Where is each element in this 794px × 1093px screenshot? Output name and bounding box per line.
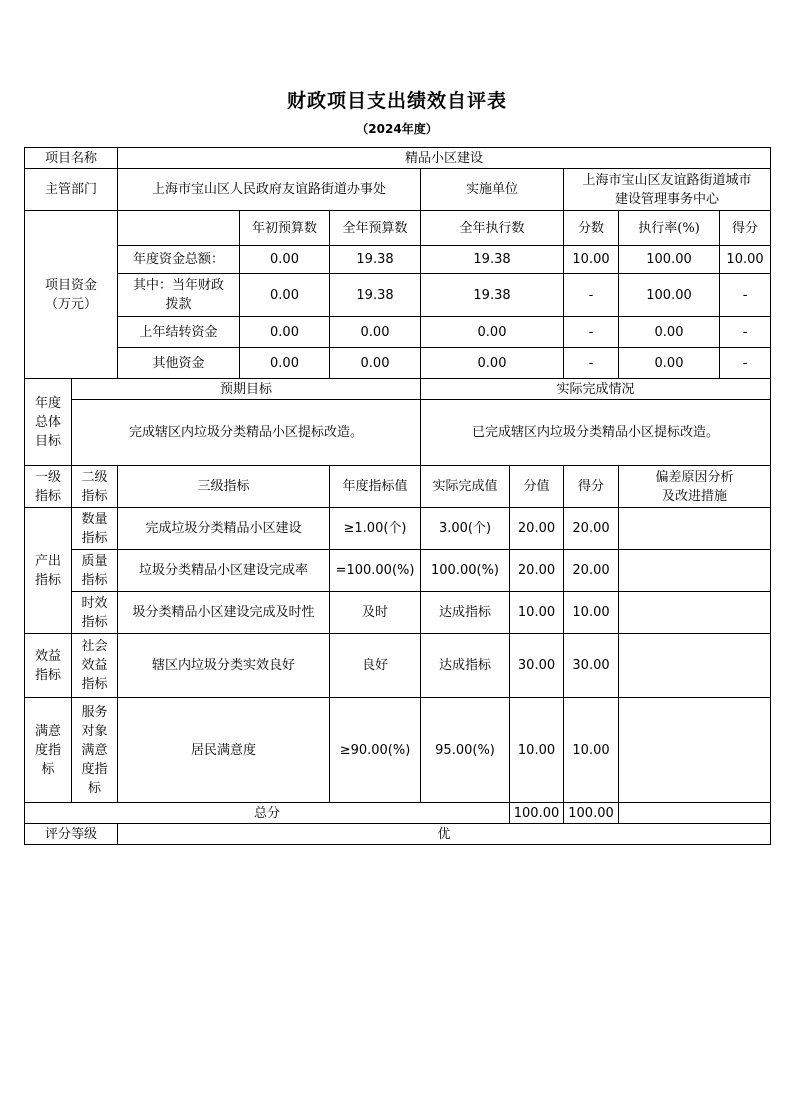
funds-cell: 100.00 bbox=[619, 246, 720, 274]
funds-cell: 10.00 bbox=[564, 246, 619, 274]
indicator-row bbox=[25, 550, 771, 592]
actual-goal-text: 已完成辖区内垃圾分类精品小区提标改造。 bbox=[421, 400, 771, 466]
deviation-header: 偏差原因分析 及改进措施 bbox=[619, 466, 771, 508]
funds-cell: - bbox=[720, 317, 771, 348]
score-cell: 10.00 bbox=[564, 592, 619, 634]
actual-cell: 95.00(%) bbox=[421, 698, 510, 803]
funds-header-exec-rate: 执行率(%) bbox=[619, 211, 720, 246]
funds-cell: 0.00 bbox=[330, 348, 421, 379]
rating-label: 评分等级 bbox=[25, 824, 118, 845]
goals-header-row bbox=[25, 379, 771, 400]
funds-header-initial-budget: 年初预算数 bbox=[240, 211, 330, 246]
funds-cell: 0.00 bbox=[619, 348, 720, 379]
funds-cell: 0.00 bbox=[619, 317, 720, 348]
benefit-group-label: 效益 指标 bbox=[25, 634, 72, 698]
funds-cell: 0.00 bbox=[421, 317, 564, 348]
funds-header-blank bbox=[118, 211, 240, 246]
level2-cell: 质量 指标 bbox=[72, 550, 118, 592]
funds-cell: 0.00 bbox=[421, 348, 564, 379]
project-name-label: 项目名称 bbox=[25, 148, 118, 169]
funds-header-executed: 全年执行数 bbox=[421, 211, 564, 246]
score-cell: 30.00 bbox=[564, 634, 619, 698]
total-label: 总分 bbox=[25, 803, 510, 824]
funds-cell: - bbox=[720, 274, 771, 317]
deviation-cell bbox=[619, 508, 771, 550]
funds-cell: - bbox=[564, 274, 619, 317]
level3-cell: 居民满意度 bbox=[118, 698, 330, 803]
funds-header-annual-budget: 全年预算数 bbox=[330, 211, 421, 246]
project-name-row bbox=[25, 148, 771, 169]
funds-cell: - bbox=[720, 348, 771, 379]
funds-header-score: 得分 bbox=[720, 211, 771, 246]
target-cell: =100.00(%) bbox=[330, 550, 421, 592]
funds-row bbox=[25, 348, 771, 379]
level2-header: 二级 指标 bbox=[72, 466, 118, 508]
level3-cell: 辖区内垃圾分类实效良好 bbox=[118, 634, 330, 698]
funds-cell: - bbox=[564, 317, 619, 348]
funds-cell: 19.38 bbox=[421, 246, 564, 274]
rating-value: 优 bbox=[118, 824, 771, 845]
funds-row bbox=[25, 274, 771, 317]
total-deviation bbox=[619, 803, 771, 824]
expected-goal-text: 完成辖区内垃圾分类精品小区提标改造。 bbox=[72, 400, 421, 466]
satisfaction-group-label: 满意 度指 标 bbox=[25, 698, 72, 803]
unit-label: 实施单位 bbox=[421, 169, 564, 211]
funds-row-label: 年度资金总额： bbox=[118, 246, 240, 274]
actual-cell: 3.00(个) bbox=[421, 508, 510, 550]
total-weight: 100.00 bbox=[510, 803, 564, 824]
level2-cell: 服务 对象 满意 度指 标 bbox=[72, 698, 118, 803]
deviation-cell bbox=[619, 634, 771, 698]
unit-value: 上海市宝山区友谊路街道城市 建设管理事务中心 bbox=[564, 169, 771, 211]
funds-row-label: 其中：当年财政 拨款 bbox=[118, 274, 240, 317]
page-subtitle: （2024年度） bbox=[356, 122, 438, 136]
funds-cell: 0.00 bbox=[240, 348, 330, 379]
project-name-value: 精品小区建设 bbox=[118, 148, 771, 169]
evaluation-table bbox=[24, 147, 771, 845]
total-row bbox=[25, 803, 771, 824]
actual-cell: 100.00(%) bbox=[421, 550, 510, 592]
funds-row bbox=[25, 317, 771, 348]
score-header: 得分 bbox=[564, 466, 619, 508]
level1-header: 一级 指标 bbox=[25, 466, 72, 508]
funds-cell: - bbox=[564, 348, 619, 379]
weight-cell: 30.00 bbox=[510, 634, 564, 698]
deviation-cell bbox=[619, 550, 771, 592]
funds-header-points: 分数 bbox=[564, 211, 619, 246]
indicator-row bbox=[25, 698, 771, 803]
indicator-row bbox=[25, 592, 771, 634]
rating-row bbox=[25, 824, 771, 845]
department-row bbox=[25, 169, 771, 211]
score-cell: 20.00 bbox=[564, 508, 619, 550]
funds-cell: 0.00 bbox=[240, 317, 330, 348]
level3-cell: 垃圾分类精品小区建设完成率 bbox=[118, 550, 330, 592]
score-cell: 10.00 bbox=[564, 698, 619, 803]
weight-header: 分值 bbox=[510, 466, 564, 508]
funds-row bbox=[25, 246, 771, 274]
weight-cell: 10.00 bbox=[510, 698, 564, 803]
score-cell: 20.00 bbox=[564, 550, 619, 592]
target-cell: ≥1.00(个) bbox=[330, 508, 421, 550]
funds-row-label: 其他资金 bbox=[118, 348, 240, 379]
funds-cell: 19.38 bbox=[330, 274, 421, 317]
target-cell: 良好 bbox=[330, 634, 421, 698]
level3-header: 三级指标 bbox=[118, 466, 330, 508]
weight-cell: 10.00 bbox=[510, 592, 564, 634]
actual-header: 实际完成值 bbox=[421, 466, 510, 508]
deviation-cell bbox=[619, 698, 771, 803]
dept-label: 主管部门 bbox=[25, 169, 118, 211]
goals-row bbox=[25, 400, 771, 466]
funds-cell: 19.38 bbox=[421, 274, 564, 317]
funds-cell: 0.00 bbox=[240, 274, 330, 317]
target-cell: 及时 bbox=[330, 592, 421, 634]
level3-cell: 圾分类精品小区建设完成及时性 bbox=[118, 592, 330, 634]
level3-cell: 完成垃圾分类精品小区建设 bbox=[118, 508, 330, 550]
funds-cell: 100.00 bbox=[619, 274, 720, 317]
target-cell: ≥90.00(%) bbox=[330, 698, 421, 803]
funds-cell: 0.00 bbox=[240, 246, 330, 274]
indicator-row bbox=[25, 508, 771, 550]
goals-label: 年度 总体 目标 bbox=[25, 379, 72, 466]
funds-cell: 10.00 bbox=[720, 246, 771, 274]
deviation-cell bbox=[619, 592, 771, 634]
funds-label: 项目资金 （万元） bbox=[25, 211, 118, 379]
actual-cell: 达成指标 bbox=[421, 592, 510, 634]
level2-cell: 数量 指标 bbox=[72, 508, 118, 550]
page-title: 财政项目支出绩效自评表 bbox=[286, 90, 507, 112]
indicators-header-row bbox=[25, 466, 771, 508]
total-score: 100.00 bbox=[564, 803, 619, 824]
level2-cell: 时效 指标 bbox=[72, 592, 118, 634]
level2-cell: 社会 效益 指标 bbox=[72, 634, 118, 698]
output-group-label: 产出 指标 bbox=[25, 508, 72, 634]
weight-cell: 20.00 bbox=[510, 508, 564, 550]
funds-cell: 19.38 bbox=[330, 246, 421, 274]
indicator-row bbox=[25, 634, 771, 698]
dept-value: 上海市宝山区人民政府友谊路街道办事处 bbox=[118, 169, 421, 211]
funds-header-row bbox=[25, 211, 771, 246]
funds-cell: 0.00 bbox=[330, 317, 421, 348]
weight-cell: 20.00 bbox=[510, 550, 564, 592]
expected-goal-header: 预期目标 bbox=[72, 379, 421, 400]
funds-row-label: 上年结转资金 bbox=[118, 317, 240, 348]
actual-cell: 达成指标 bbox=[421, 634, 510, 698]
target-header: 年度指标值 bbox=[330, 466, 421, 508]
actual-goal-header: 实际完成情况 bbox=[421, 379, 771, 400]
